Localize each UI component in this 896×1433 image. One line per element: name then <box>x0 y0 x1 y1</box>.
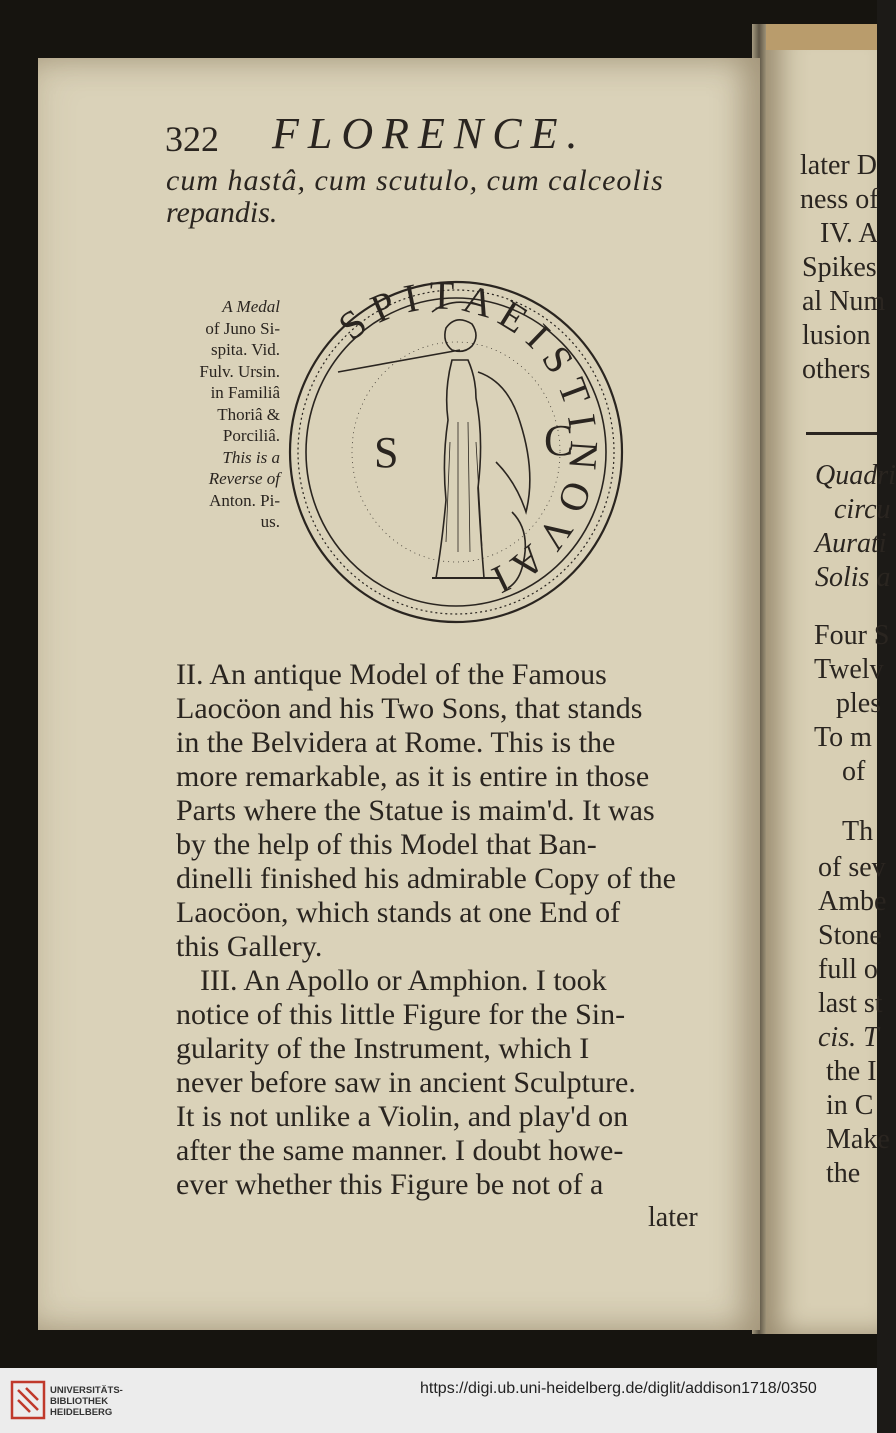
right-page-line: others <box>802 354 871 385</box>
body-line: Laocöon, which stands at one End of <box>176 896 621 929</box>
body-line: by the help of this Model that Ban- <box>176 828 597 861</box>
right-page-line: of <box>842 756 866 787</box>
right-page-line: the <box>826 1158 861 1189</box>
caption-line: in Familiâ <box>210 383 280 402</box>
right-page-line: Spikes <box>802 252 877 283</box>
right-page-line: full o <box>818 954 878 985</box>
caption-line: us. <box>260 512 280 531</box>
right-page-line: the I <box>826 1056 877 1087</box>
right-page-line: ples <box>836 688 882 719</box>
medal-legend: S P I T A E I S T I N O V A I <box>329 272 608 603</box>
right-page-line: Solis a <box>815 562 891 593</box>
body-line: Parts where the Statue is maim'd. It was <box>176 794 655 827</box>
body-line: more remarkable, as it is entire in those <box>176 760 650 793</box>
library-name[interactable] <box>50 1385 123 1418</box>
right-page-line: To m <box>814 722 872 753</box>
library-name-line: UNIVERSITÄTS- <box>50 1385 123 1396</box>
caption-line: spita. Vid. <box>210 340 280 359</box>
right-page-line: Make <box>826 1124 890 1155</box>
body-line: after the same manner. I doubt howe- <box>176 1134 624 1167</box>
page-number: 322 <box>165 119 219 159</box>
caption-line: Fulv. Ursin. <box>199 361 280 381</box>
medal-engraving <box>282 272 630 632</box>
body-line: II. An antique Model of the Famous <box>176 658 607 691</box>
running-title: FLORENCE. <box>272 109 587 158</box>
right-page-line: lusion <box>802 320 871 351</box>
catchword: later <box>648 1202 698 1233</box>
medal-caption <box>160 296 280 533</box>
right-page-line: Twelv <box>814 654 884 685</box>
right-page-line: in C <box>826 1090 874 1121</box>
right-page-line: Aurati <box>815 528 887 559</box>
viewer-footer <box>0 1368 877 1433</box>
body-line: never before saw in ancient Sculpture. <box>176 1066 636 1099</box>
right-page-line: circu <box>834 494 891 525</box>
right-page-line: Th <box>842 816 874 847</box>
section-rule <box>806 432 877 435</box>
body-line: dinelli finished his admirable Copy of the <box>176 862 676 895</box>
caption-line: Porciliâ. <box>222 426 280 445</box>
juno-figure <box>338 302 530 588</box>
right-page-line: last st <box>818 988 883 1019</box>
body-line: notice of this little Figure for the Sin- <box>176 998 626 1031</box>
right-page-line: later D <box>800 150 877 181</box>
right-page-line: of sev <box>818 852 886 883</box>
body-line: III. An Apollo or Amphion. I took <box>200 964 607 997</box>
permalink-url[interactable]: https://digi.ub.uni-heidelberg.de/diglit/addison1718/0350 <box>420 1380 817 1397</box>
caption-line: Anton. Pi- <box>209 490 280 510</box>
body-line: gularity of the Instrument, which I <box>176 1032 590 1065</box>
page-edge <box>762 24 877 50</box>
caption-line: This is a <box>222 447 280 467</box>
right-page-line: Quadri <box>815 460 896 491</box>
right-page-line: ness of <box>800 184 879 215</box>
body-line: in the Belvidera at Rome. This is the <box>176 726 616 759</box>
caption-line: Reverse of <box>208 469 280 488</box>
caption-line: A Medal <box>222 297 280 316</box>
right-page-line: Stone <box>818 920 882 951</box>
library-logo-icon[interactable] <box>10 1380 46 1420</box>
library-name-line: HEIDELBERG <box>50 1407 113 1418</box>
library-name-line: BIBLIOTHEK <box>50 1396 109 1407</box>
body-line: Laocöon and his Two Sons, that stands <box>176 692 643 725</box>
intro-line: repandis. <box>166 196 278 229</box>
body-line: ever whether this Figure be not of a <box>176 1168 604 1201</box>
right-page-line: cis. T <box>818 1022 879 1053</box>
right-page-line: Ambe <box>818 886 887 917</box>
medal-letter-left: S <box>374 428 399 477</box>
caption-line: of Juno Si- <box>205 318 280 338</box>
body-line: It is not unlike a Violin, and play'd on <box>176 1100 629 1133</box>
right-page-line: IV. A <box>820 218 879 249</box>
intro-line: cum hastâ, cum scutulo, cum calceolis <box>166 164 664 197</box>
caption-line: Thoriâ & <box>217 404 280 424</box>
medal-letter-right: C <box>544 416 574 465</box>
body-line: this Gallery. <box>176 930 323 963</box>
right-page-line: Four S <box>814 620 890 651</box>
right-page-line: al Num <box>802 286 886 317</box>
